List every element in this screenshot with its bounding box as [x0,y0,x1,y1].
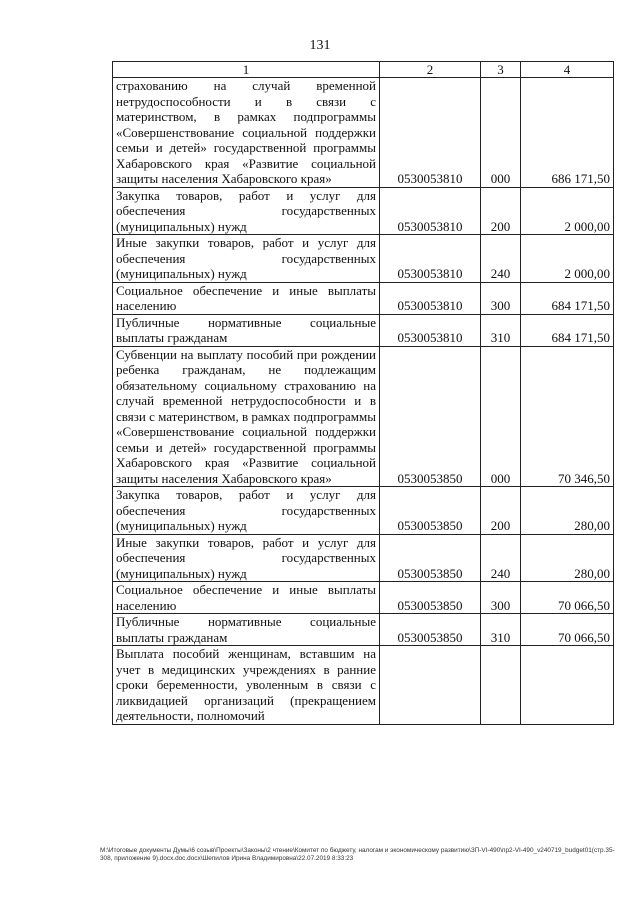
table-row [113,582,614,614]
row-amount [521,646,614,725]
row-expense-type: 310 [481,314,521,346]
row-amount: 2 000,00 [521,187,614,235]
row-name: Социальное обеспечение и иные выплаты населению [113,282,380,314]
row-name: Выплата пособий женщинам, вставшим на учет в медицинских учреждениях в ранние сроки беременности, уволенным в связи с ликвидацией организаций (прекращением деятельности, полномочий [113,646,380,725]
column-header-amount: 4 [521,62,614,78]
row-expense-type: 240 [481,534,521,582]
row-amount: 686 171,50 [521,78,614,188]
row-expense-type: 200 [481,487,521,535]
row-code: 0530053850 [380,582,481,614]
row-expense-type: 300 [481,282,521,314]
row-name: Публичные нормативные социальные выплаты гражданам [113,614,380,646]
row-amount: 70 346,50 [521,346,614,487]
table-row [113,78,614,188]
table-row [113,346,614,487]
table-row [113,534,614,582]
row-name: Публичные нормативные социальные выплаты гражданам [113,314,380,346]
column-header-vr: 3 [481,62,521,78]
row-expense-type: 300 [481,582,521,614]
table-row [113,646,614,725]
row-amount: 684 171,50 [521,282,614,314]
row-name: Социальное обеспечение и иные выплаты населению [113,582,380,614]
row-name: Закупка товаров, работ и услуг для обеспечения государственных (муниципальных) нужд [113,487,380,535]
table-row [113,187,614,235]
row-code [380,646,481,725]
budget-table [112,61,614,725]
row-code: 0530053810 [380,282,481,314]
row-amount: 2 000,00 [521,235,614,283]
row-expense-type: 310 [481,614,521,646]
row-code: 0530053850 [380,346,481,487]
row-amount: 70 066,50 [521,614,614,646]
row-amount: 280,00 [521,534,614,582]
row-amount: 684 171,50 [521,314,614,346]
row-code: 0530053850 [380,614,481,646]
column-header-name: 1 [113,62,380,78]
row-code: 0530053810 [380,235,481,283]
table-row [113,314,614,346]
table-row [113,282,614,314]
row-code: 0530053810 [380,314,481,346]
table-header-row [113,62,614,78]
row-amount: 280,00 [521,487,614,535]
table-row [113,235,614,283]
row-name: Иные закупки товаров, работ и услуг для обеспечения государственных (муниципальных) нужд [113,235,380,283]
row-code: 0530053850 [380,487,481,535]
row-code: 0530053850 [380,534,481,582]
row-expense-type: 000 [481,346,521,487]
table-row [113,614,614,646]
file-path-footer: М:\Итоговые документы Думы\6 созыв\Проекты\Законы\2 чтение\Комитет по бюджету, налогам и экономическому развитию\ЗП-VI-490\пр2-VI-490_v240719_budget01(стр.35-308, приложение 9).docx.doc.docx\Шепилов Ирина Владимировна\22.07.2019 8:33:23 [100,847,615,862]
row-name: Закупка товаров, работ и услуг для обеспечения государственных (муниципальных) нужд [113,187,380,235]
row-amount: 70 066,50 [521,582,614,614]
row-expense-type [481,646,521,725]
row-name: Субвенции на выплату пособий при рождении ребенка гражданам, не подлежащим обязательному социальному страхованию на случай временной нетрудоспособности и в связи с материнством, в рамках подпрограммы «Совершенствование социальной поддержки семьи и детей» государственной программы Хабаровского края «Развитие социальной защиты населения Хабаровского края» [113,346,380,487]
column-header-code: 2 [380,62,481,78]
row-name: страхованию на случай временной нетрудоспособности и в связи с материнством, в рамках подпрограммы «Совершенствование социальной поддержки семьи и детей» государственной программы Хабаровского края «Развитие социальной защиты населения Хабаровского края» [113,78,380,188]
row-expense-type: 200 [481,187,521,235]
row-code: 0530053810 [380,187,481,235]
row-expense-type: 000 [481,78,521,188]
row-expense-type: 240 [481,235,521,283]
page-number: 131 [309,38,331,53]
row-code: 0530053810 [380,78,481,188]
row-name: Иные закупки товаров, работ и услуг для обеспечения государственных (муниципальных) нужд [113,534,380,582]
table-row [113,487,614,535]
